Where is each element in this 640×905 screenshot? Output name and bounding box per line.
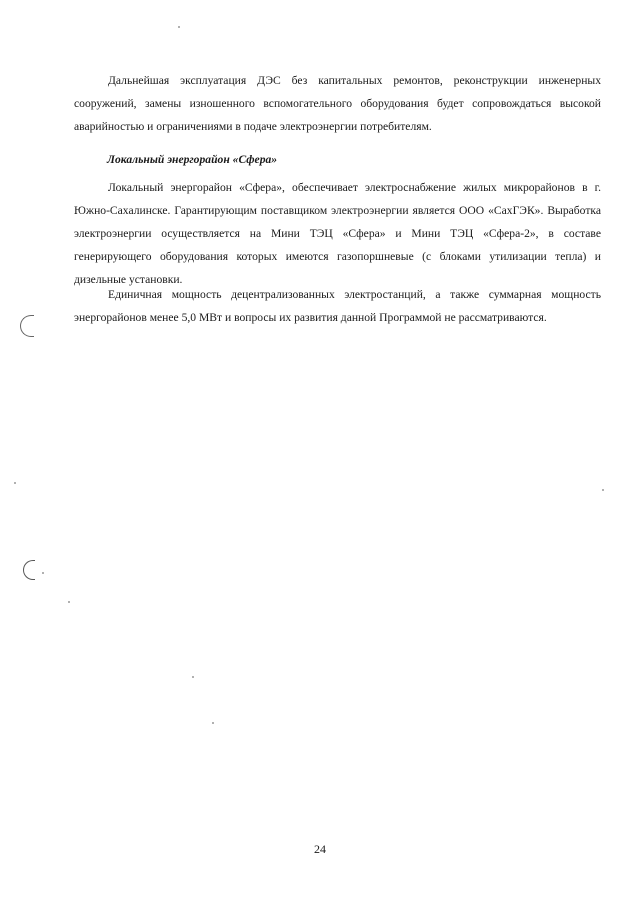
paragraph-text: Дальнейшая эксплуатация ДЭС без капитальных ремонтов, реконструкции инженерных сооружений, замены изношенного вспомогательного оборудования будет сопровождаться высокой аварийностью и ограничениями в подаче электроэнергии потребителям. (74, 74, 601, 133)
scan-speck (602, 489, 604, 491)
scan-speck (14, 482, 16, 484)
paragraph-text: Локальный энергорайон «Сфера», обеспечивает электроснабжение жилых микрорайонов в г. Южно-Сахалинске. Гарантирующим поставщиком электроэнергии является ООО «СахГЭК». Выработка электроэнергии осуществляется на Мини ТЭЦ «Сфера» и Мини ТЭЦ «Сфера-2», в составе генерирующего оборудования которых имеются газопоршневые (с блоками утилизации тепла) и дизельные установки. (74, 181, 601, 286)
scan-speck (192, 676, 194, 678)
paragraph-sfera-description (74, 176, 601, 291)
scan-margin-mark (23, 560, 35, 580)
section-heading-sfera: Локальный энергорайон «Сфера» (107, 153, 278, 166)
scan-margin-mark (20, 315, 34, 337)
paragraph-text: Единичная мощность децентрализованных электростанций, а также суммарная мощность энергорайонов менее 5,0 МВт и вопросы их развития данной Программой не рассматриваются. (74, 288, 601, 324)
scan-speck (42, 572, 44, 574)
scan-speck (68, 601, 70, 603)
page-number: 24 (314, 842, 326, 856)
paragraph-dps-operation (74, 69, 601, 138)
scan-speck (212, 722, 214, 724)
scan-speck (178, 26, 180, 28)
paragraph-decentralized-power (74, 283, 601, 329)
